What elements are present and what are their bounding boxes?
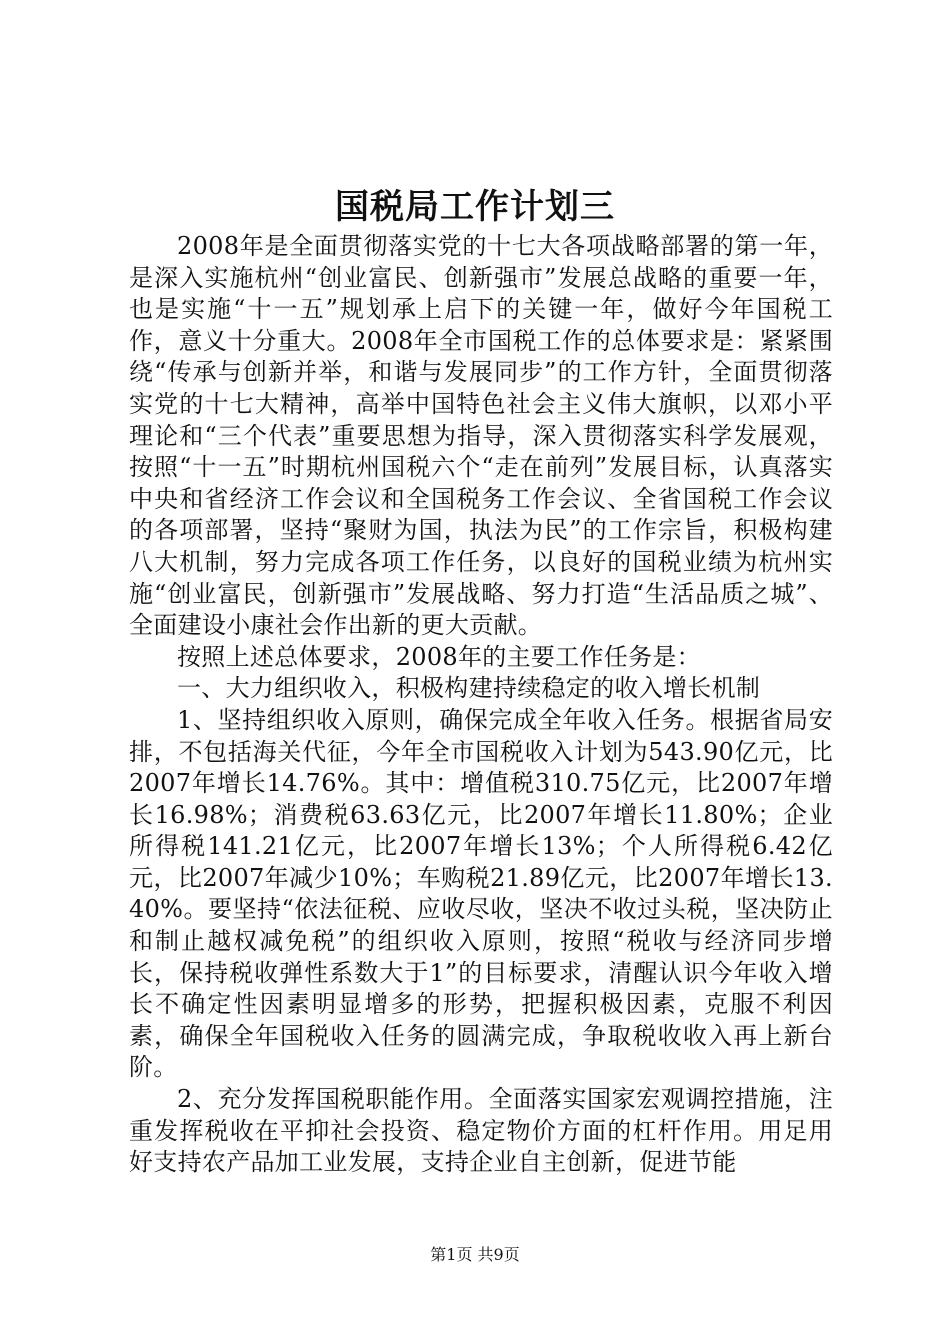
document-body bbox=[129, 231, 833, 1179]
document-title: 国税局工作计划三 bbox=[335, 187, 615, 227]
paragraph-item-2: 2、充分发挥国税职能作用。全面落实国家宏观调控措施，注重发挥税收在平抑社会投资、稳定物价方面的杠杆作用。用足用好支持农产品加工业发展，支持企业自主创新，促进节能 bbox=[129, 1085, 833, 1177]
paragraph-item-1: 1、坚持组织收入原则，确保完成全年收入任务。根据省局安排，不包括海关代征，今年全市国税收入计划为543.90亿元，比2007年增长14.76%。其中：增值税310.75亿元，比2007年增长16.98%；消费税63.63亿元，比2007年增长11.80%；企业所得税141.21亿元，比2007年增长13%；个人所得税6.42亿元，比2007年减少10%；车购税21.89亿元，比2007年增长13.40%。要坚持“依法征税、应收尽收，坚决不收过头税，坚决防止和制止越权减免税”的组织收入原则，按照“税收与经济同步增长，保持税收弹性系数大于1”的目标要求，清醒认识今年收入增长不确定性因素明显增多的形势，把握积极因素，克服不利因素，确保全年国税收入任务的圆满完成，争取税收收入再上新台阶。 bbox=[129, 705, 833, 1082]
section-heading-1: 一、大力组织收入，积极构建持续稳定的收入增长机制 bbox=[177, 674, 761, 703]
paragraph-intro: 2008年是全面贯彻落实党的十七大各项战略部署的第一年，是深入实施杭州“创业富民、创新强市”发展总战略的重要一年，也是实施“十一五”规划承上启下的关键一年，做好今年国税工作，意义十分重大。2008年全市国税工作的总体要求是：紧紧围绕“传承与创新并举，和谐与发展同步”的工作方针，全面贯彻落实党的十七大精神，高举中国特色社会主义伟大旗帜，以邓小平理论和“三个代表”重要思想为指导，深入贯彻落实科学发展观，按照“十一五”时期杭州国税六个“走在前列”发展目标，认真落实中央和省经济工作会议和全国税务工作会议、全省国税工作会议的各项部署，坚持“聚财为国，执法为民”的工作宗旨，积极构建八大机制，努力完成各项工作任务，以良好的国税业绩为杭州实施“创业富民，创新强市”发展战略、努力打造“生活品质之城”、全面建设小康社会作出新的更大贡献。 bbox=[129, 232, 833, 640]
page-footer: 第1页 共9页 bbox=[430, 1245, 520, 1264]
paragraph-tasks-lead: 按照上述总体要求，2008年的主要工作任务是： bbox=[177, 642, 701, 671]
